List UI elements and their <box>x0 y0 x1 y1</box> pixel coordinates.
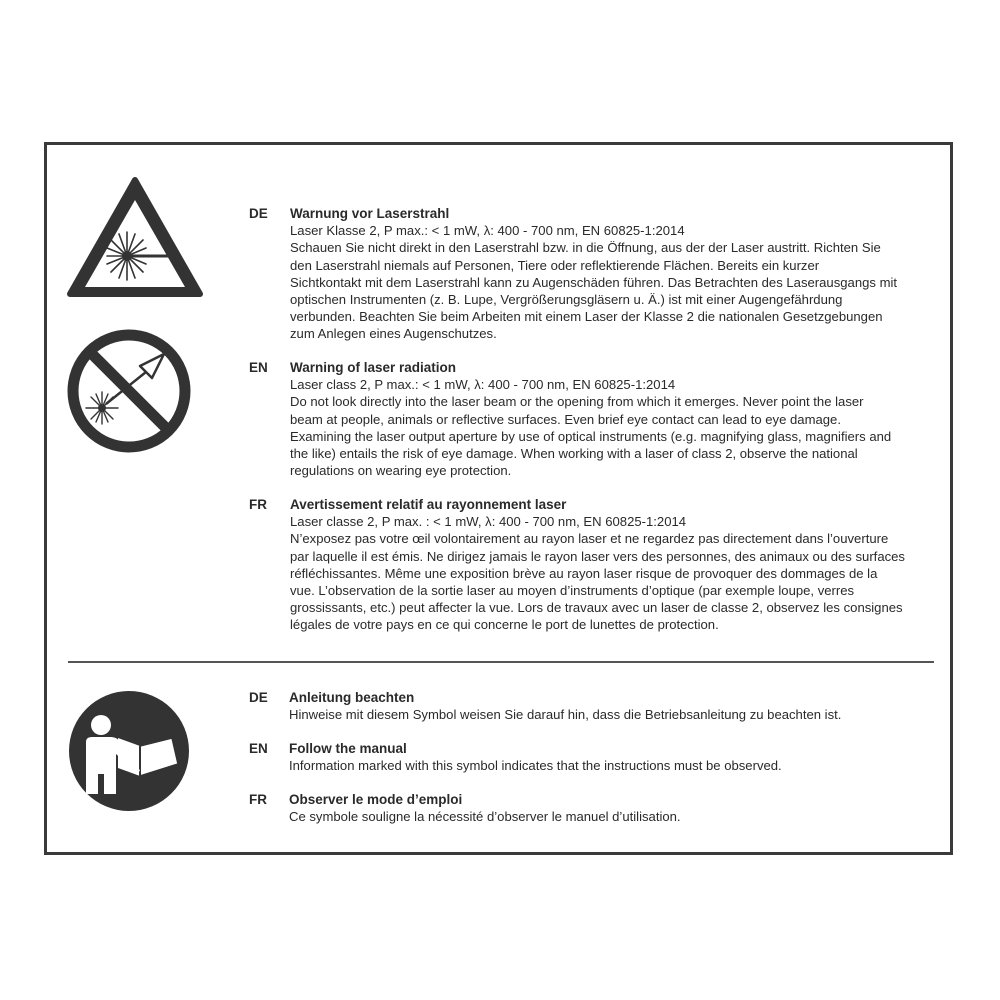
entry-title: Observer le mode d’emploi <box>289 792 463 807</box>
entry-text-line: beam at people, animals or reflective surfaces. Even brief eye contact can lead to eye damage. <box>290 411 841 427</box>
entry-text-line: Ce symbole souligne la nécessité d’observer le manuel d’utilisation. <box>289 809 681 825</box>
entry-text-line: den Laserstrahl niemals auf Personen, Tiere oder reflektierende Flächen. Bereits ein kurzer <box>290 257 820 273</box>
entry-text-line: légales de votre pays en ce qui concerne le port de lunettes de protection. <box>290 617 719 633</box>
entry-title: Warnung vor Laserstrahl <box>290 206 450 221</box>
entry-title: Warning of laser radiation <box>290 360 457 375</box>
lang-code: FR <box>249 497 267 512</box>
lang-code: FR <box>249 792 267 807</box>
laser-spec: Laser class 2, P max.: < 1 mW, λ: 400 - 700 nm, EN 60825-1:2014 <box>290 377 676 393</box>
entry-text-line: optischen Instrumenten (z. B. Lupe, Vergrößerungsgläsern u. Ä.) ist mit einer Augengefährdung <box>290 292 843 308</box>
lang-code: DE <box>249 206 268 221</box>
entry-text-line: Examining the laser output aperture by use of optical instruments (e.g. magnifying glass, magnifiers and <box>290 428 892 444</box>
entry-text-line: zum Anlegen eines Augenschutzes. <box>290 326 497 342</box>
entry-text-line: réfléchissantes. Même une exposition brève au rayon laser risque de provoquer des dommages de la <box>290 565 878 581</box>
entry-text-line: Schauen Sie nicht direkt in den Laserstrahl bzw. in die Öffnung, aus der der Laser austritt. Richten Sie <box>290 240 881 256</box>
entry-title: Anleitung beachten <box>289 690 415 705</box>
lang-code: DE <box>249 690 268 705</box>
lang-code: EN <box>249 741 268 756</box>
entry-text-line: verbunden. Beachten Sie beim Arbeiten mit einem Laser der Klasse 2 die nationalen Gesetzgebungen <box>290 309 883 325</box>
laser-spec: Laser classe 2, P max. : < 1 mW, λ: 400 - 700 nm, EN 60825-1:2014 <box>290 514 687 530</box>
entry-title: Follow the manual <box>289 741 407 756</box>
section-divider <box>68 661 934 663</box>
entry-text-line: Hinweise mit diesem Symbol weisen Sie darauf hin, dass die Betriebsanleitung zu beachten ist. <box>289 707 842 723</box>
entry-title: Avertissement relatif au rayonnement laser <box>290 497 567 512</box>
entry-text-line: Sichtkontakt mit dem Laserstrahl kann zu Augenschäden führen. Das Betrachten des Laserausgangs mit <box>290 274 898 290</box>
laser-spec: Laser Klasse 2, P max.: < 1 mW, λ: 400 - 700 nm, EN 60825-1:2014 <box>290 223 685 239</box>
laser-warning-icon <box>66 176 204 305</box>
read-manual-icon <box>68 690 190 817</box>
entry-text-line: grossissants, etc.) peut affecter la vue. Lors de travaux avec un laser de classe 2, observez les consignes <box>290 600 903 616</box>
lang-code: EN <box>249 360 268 375</box>
entry-text-line: N’exposez pas votre œil volontairement au rayon laser et ne regardez pas directement dans l’ouverture <box>290 531 889 547</box>
entry-text-line: Do not look directly into the laser beam or the opening from which it emerges. Never point the laser <box>290 394 864 410</box>
entry-text-line: par laquelle il est émis. Ne dirigez jamais le rayon laser vers des personnes, des animaux ou des surfaces <box>290 548 905 564</box>
entry-text-line: Information marked with this symbol indicates that the instructions must be observed. <box>289 758 782 774</box>
no-laser-pointing-icon <box>66 328 192 459</box>
entry-text-line: vue. L’observation de la sortie laser au moyen d’instruments d’optique (par exemple loupe, verres <box>290 583 855 599</box>
entry-text-line: the like) entails the risk of eye damage. When working with a laser of class 2, observe the national <box>290 446 858 462</box>
entry-text-line: regulations on wearing eye protection. <box>290 463 512 479</box>
